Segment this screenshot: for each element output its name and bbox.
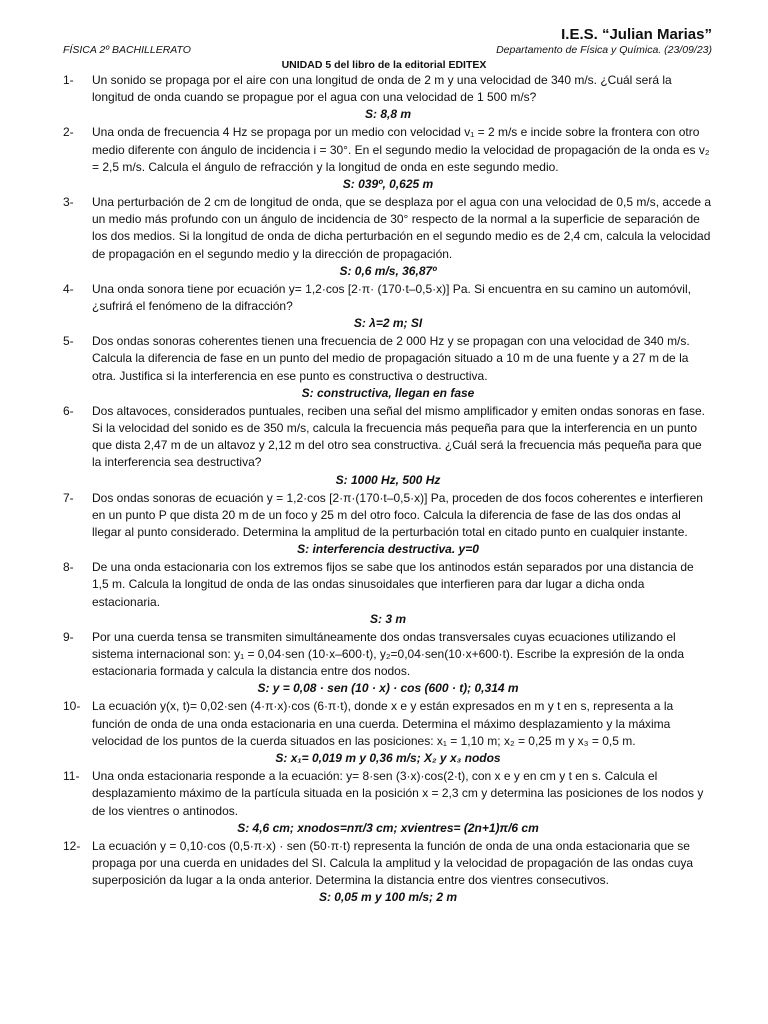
problem-text: Un sonido se propaga por el aire con una longitud de onda de 2 m y una velocidad de 340 m/s. ¿Cuál será la longitud de onda cuando se propague por el agua con una velocidad de 1 500 m/s? [92, 73, 672, 105]
problem-12 [63, 838, 713, 907]
problem-number: 9- [63, 629, 74, 644]
problem-text: Por una cuerda tensa se transmiten simultáneamente dos ondas transversales cuyas ecuaciones utilizando el sistema internacional son: y₁ = 0,04·sen (10·x–600·t), y₂=0,04·sen(10·x+600·t). Escribe la expresión de la onda estacionaria formada y calcula la distancia entre dos nodos. [92, 629, 685, 679]
problem-solution: S: 3 m [369, 611, 406, 626]
school-name: I.E.S. “Julian Marias” [561, 26, 712, 43]
problem-1 [63, 72, 713, 123]
problem-solution: S: 8,8 m [364, 107, 412, 122]
problem-solution: S: 0,05 m y 100 m/s; 2 m [318, 890, 458, 905]
problem-number: 7- [63, 490, 74, 505]
problem-text: Dos ondas sonoras de ecuación y = 1,2·cos [2·π·(170·t–0,5·x)] Pa, proceden de dos focos coherentes e interfieren en un punto P que dista 20 m de un foco y 25 m del otro foco. Calcula la diferencia de fase de las dos ondas al llegar al punto considerado. Determina la amplitud de la perturbación total en citado punto en cualquier instante. [92, 490, 703, 540]
problem-10 [63, 698, 713, 767]
problem-solution: S: x₁= 0,019 m y 0,36 m/s; X₂ y x₃ nodos [275, 751, 501, 766]
problem-text: Una onda de frecuencia 4 Hz se propaga por un medio con velocidad v₁ = 2 m/s e incide sobre la frontera con otro medio diferente con ángulo de incidencia i = 30°. En el segundo medio la velocidad de propagación de la onda es v₂ = 2,5 m/s. Calcula el ángulo de refracción y la longitud de onda en este segundo medio. [92, 125, 710, 174]
problem-text: La ecuación y(x, t)= 0,02·sen (4·π·x)·cos (6·π·t), donde x e y están expresados en m y t en s, representa a la función de onda de una onda estacionaria en una cuerda. Determina el máximo desplazamiento y la máxima velocidad de los puntos de la cuerda situados en las posiciones: x₁ = 1,10 m; x₂ = 0,25 m y x₃ = 0,5 m. [92, 699, 674, 748]
problem-9 [63, 629, 713, 698]
problem-5 [63, 333, 713, 402]
unit-title: UNIDAD 5 del libro de la editorial EDITEX [281, 59, 487, 71]
problem-solution: S: y = 0,08 · sen (10 · x) · cos (600 · t); 0,314 m [257, 681, 519, 696]
problem-number: 4- [63, 281, 74, 296]
problem-solution: S: λ=2 m; SI [353, 316, 423, 331]
problem-solution: S: interferencia destructiva. y=0 [297, 542, 479, 557]
problem-solution: S: constructiva, llegan en fase [301, 385, 475, 400]
problem-text: Una perturbación de 2 cm de longitud de onda, que se desplaza por el agua con una velocidad de 0,5 m/s, accede a un medio más profundo con un ángulo de incidencia de 30° respecto de la normal a la superficie de separación de los dos medios. Si la longitud de onda de dicha perturbación en el segundo medio es de 2,4 cm, calcula la velocidad de propagación en el segundo medio y la dirección de propagación. [92, 195, 712, 261]
problem-number: 2- [63, 125, 74, 140]
problem-number: 3- [63, 195, 74, 210]
problem-number: 8- [63, 560, 74, 575]
problem-solution: S: 4,6 cm; xnodos=nπ/3 cm; xvientres= (2n+1)π/6 cm [237, 820, 539, 835]
problem-text: De una onda estacionaria con los extremos fijos se sabe que los antinodos están separados por una distancia de 1,5 m. Calcula la longitud de onda de las ondas sinusoidales que interfieren para dar lugar a dicha onda estacionaria. [92, 560, 694, 609]
problem-3 [63, 194, 713, 280]
problem-2 [63, 124, 713, 193]
problem-6 [63, 403, 713, 489]
problem-number: 1- [63, 73, 74, 87]
problem-number: 5- [63, 334, 74, 349]
problem-number: 12- [63, 838, 81, 853]
problem-solution: S: 0,6 m/s, 36,87º [339, 263, 437, 278]
problem-text: Dos ondas sonoras coherentes tienen una frecuencia de 2 000 Hz y se propagan con una velocidad de 340 m/s. Calcula la diferencia de fase en un punto del medio de propagación situado a 10 m de una fuente y a 27 m de la otra. Justifica si la interferencia en ese punto es constructiva o destructiva. [92, 334, 690, 383]
problem-11 [63, 768, 713, 837]
problem-number: 6- [63, 403, 74, 418]
problem-text: La ecuación y = 0,10·cos (0,5·π·x) · sen (50·π·t) representa la función de onda de una onda estacionaria que se propaga por una cuerda en unidades del SI. Calcula la amplitud y la velocidad de propagación de las ondas cuya superposición da lugar a la onda anterior. Determina la distancia entre dos vientres consecutivos. [92, 838, 694, 888]
department-label: Departamento de Física y Química. (23/09/23) [496, 44, 712, 56]
problem-7 [63, 490, 713, 559]
problem-4 [63, 281, 713, 332]
problem-text: Una onda sonora tiene por ecuación y= 1,2·cos [2·π· (170·t–0,5·x)] Pa. Si encuentra en su camino un automóvil, ¿sufrirá el fenómeno de la difracción? [92, 281, 691, 314]
problem-solution: S: 039º, 0,625 m [342, 177, 434, 192]
problem-text: Una onda estacionaria responde a la ecuación: y= 8·sen (3·x)·cos(2·t), con x e y en cm y t en s. Calcula el desplazamiento máximo de la partícula situada en la posición x = 2,3 cm y determina las posiciones de los nodos y de los vientres o antinodos. [92, 769, 704, 818]
problem-text: Dos altavoces, considerados puntuales, reciben una señal del mismo amplificador y emiten ondas sonoras en fase. Si la velocidad del sonido es de 350 m/s, calcula la frecuencia más pequeña para que la interferencia en un punto que dista 2,47 m de un altavoz y 2,12 m del otro sea constructiva. ¿Cuál será la frecuencia más pequeña para que la interferencia sea destructiva? [92, 403, 706, 470]
course-label: FÍSICA 2º BACHILLERATO [63, 44, 191, 56]
problem-number: 11- [63, 769, 80, 784]
problem-solution: S: 1000 Hz, 500 Hz [335, 472, 441, 487]
problem-number: 10- [63, 699, 81, 714]
problem-8 [63, 559, 713, 628]
problem-list [63, 72, 713, 907]
